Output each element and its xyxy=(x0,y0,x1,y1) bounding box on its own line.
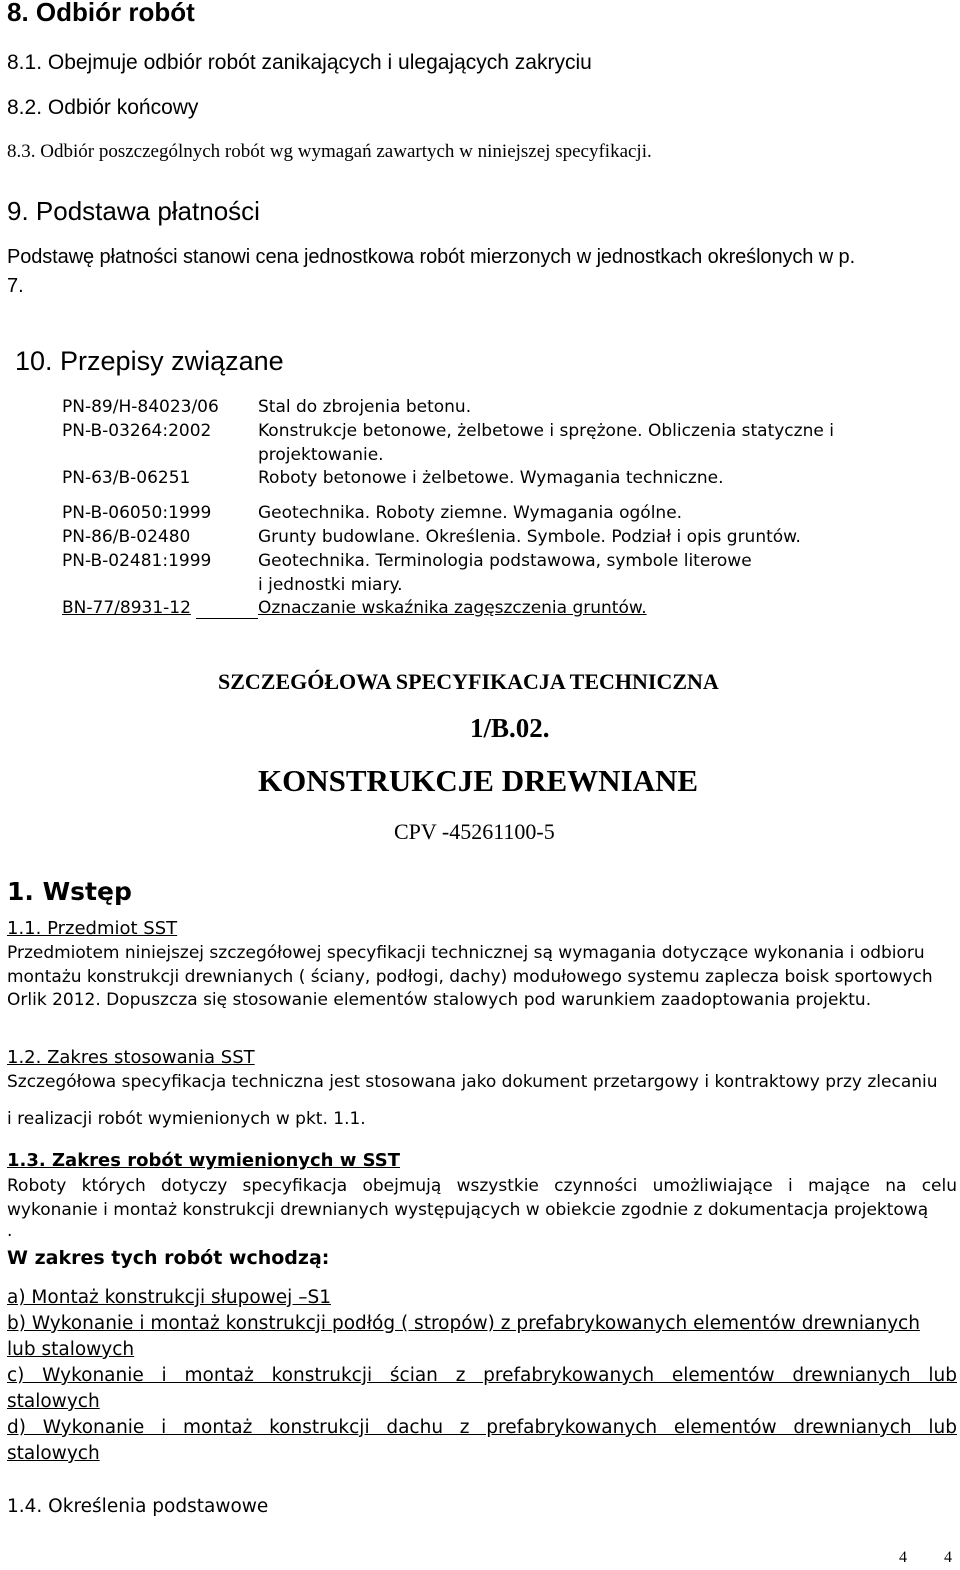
standard-description: Geotechnika. Roboty ziemne. Wymagania ogólne. xyxy=(258,503,683,523)
scope-item: c) Wykonanie i montaż konstrukcji ścian z prefabrykowanych elementów drewnianych lub xyxy=(7,1365,957,1386)
standard-description: i jednostki miary. xyxy=(258,575,403,595)
section-1-3-heading: 1.3. Zakres robót wymienionych w SST xyxy=(7,1150,401,1171)
section-1-1-heading: 1.1. Przedmiot SST xyxy=(7,918,178,939)
section-9-text-line2: 7. xyxy=(7,275,24,297)
standard-description: Stal do zbrojenia betonu. xyxy=(258,397,472,417)
section-1-1-text: montażu konstrukcji drewnianych ( ściany, podłogi, dachy) modułowego systemu zaplecza boisk sportowych xyxy=(7,967,933,987)
standard-description: Oznaczanie wskaźnika zagęszczenia gruntów. xyxy=(258,598,647,618)
scope-item: stalowych xyxy=(7,1443,100,1464)
spec-cpv: CPV -45261100-5 xyxy=(394,819,555,844)
spec-heading: SZCZEGÓŁOWA SPECYFIKACJA TECHNICZNA xyxy=(218,669,719,694)
standard-code: PN-B-03264:2002 xyxy=(62,421,212,441)
section-1-4-heading: 1.4. Określenia podstawowe xyxy=(7,1496,269,1517)
standard-code: PN-63/B-06251 xyxy=(62,468,191,488)
section-9-heading: 9. Podstawa płatności xyxy=(7,196,260,226)
section-8-2: 8.2. Odbiór końcowy xyxy=(7,96,199,119)
page-number: 4 xyxy=(899,1549,907,1566)
section-1-1-text: Orlik 2012. Dopuszcza się stosowanie elementów stalowych pod warunkiem zaadoptowania projektu. xyxy=(7,990,872,1010)
scope-item: a) Montaż konstrukcji słupowej –S1 xyxy=(7,1287,331,1308)
standard-code: PN-89/H-84023/06 xyxy=(62,397,219,417)
scope-item: d) Wykonanie i montaż konstrukcji dachu z prefabrykowanych elementów drewnianych lub xyxy=(7,1417,957,1438)
standard-description: Roboty betonowe i żelbetowe. Wymagania techniczne. xyxy=(258,468,724,488)
scope-item: b) Wykonanie i montaż konstrukcji podłóg ( stropów) z prefabrykowanych elementów drewnianych xyxy=(7,1313,920,1334)
section-1-2-text: i realizacji robót wymienionych w pkt. 1.1. xyxy=(7,1109,366,1129)
section-1-1-text: Przedmiotem niniejszej szczegółowej specyfikacji technicznej są wymagania dotyczące wykonania i odbioru xyxy=(7,943,925,963)
standard-description: Grunty budowlane. Określenia. Symbole. Podział i opis gruntów. xyxy=(258,527,801,547)
standard-code: PN-B-06050:1999 xyxy=(62,503,212,523)
standard-code: PN-86/B-02480 xyxy=(62,527,191,547)
underline-connector xyxy=(196,618,258,619)
page-number: 4 xyxy=(944,1549,952,1566)
scope-item: lub stalowych xyxy=(7,1339,135,1360)
scope-heading: W zakres tych robót wchodzą: xyxy=(7,1247,330,1269)
scope-item: stalowych xyxy=(7,1391,100,1412)
section-9-text-line1: Podstawę płatności stanowi cena jednostkowa robót mierzonych w jednostkach określonych w p. xyxy=(7,246,856,268)
standard-description: projektowanie. xyxy=(258,445,384,465)
section-1-2-heading: 1.2. Zakres stosowania SST xyxy=(7,1047,255,1068)
section-10-heading: 10. Przepisy związane xyxy=(15,346,284,376)
standard-code: BN-77/8931-12 xyxy=(62,598,191,618)
standard-description: Geotechnika. Terminologia podstawowa, symbole literowe xyxy=(258,551,752,571)
section-1-3-text: wykonanie i montaż konstrukcji drewnianych występujących w obiekcie zgodnie z dokumentacja projektową xyxy=(7,1200,929,1220)
spec-title: KONSTRUKCJE DREWNIANE xyxy=(258,763,699,798)
section-8-1: 8.1. Obejmuje odbiór robót zanikających i ulegających zakryciu xyxy=(7,51,592,74)
section-1-3-text: Roboty których dotyczy specyfikacja obejmują wszystkie czynności umożliwiające i mające na celu xyxy=(7,1176,957,1196)
standard-description: Konstrukcje betonowe, żelbetowe i sprężone. Obliczenia statyczne i xyxy=(258,421,834,441)
section-8-heading: 8. Odbiór robót xyxy=(7,0,195,27)
standard-code: PN-B-02481:1999 xyxy=(62,551,212,571)
section-8-3: 8.3. Odbiór poszczególnych robót wg wymagań zawartych w niniejszej specyfikacji. xyxy=(7,141,652,162)
intro-heading: 1. Wstęp xyxy=(7,877,132,906)
section-1-3-text: . xyxy=(7,1221,13,1241)
section-1-2-text: Szczegółowa specyfikacja techniczna jest stosowana jako dokument przetargowy i kontraktowy przy zlecaniu xyxy=(7,1072,938,1092)
spec-number: 1/B.02. xyxy=(470,713,550,743)
